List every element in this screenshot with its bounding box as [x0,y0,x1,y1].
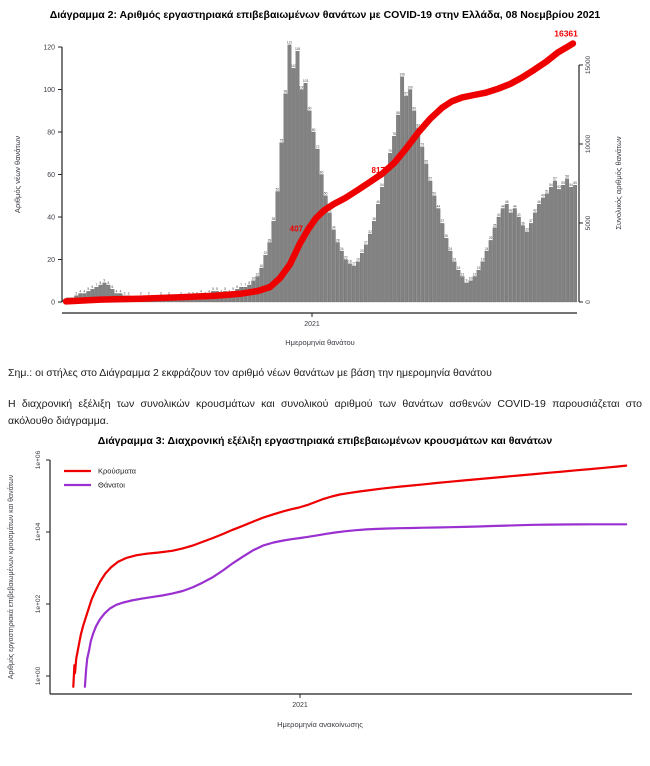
bar [541,198,545,302]
bar [292,68,296,302]
bar [521,226,525,303]
bar-value-label: 57 [428,176,433,181]
bar [388,153,392,302]
bar [396,115,400,302]
bar-value-label: 70 [388,149,392,154]
bar-value-label: 12 [460,272,465,277]
bar [557,189,561,302]
left-tick-label: 100 [43,86,55,94]
x-tick-label: 2021 [292,701,308,709]
y-tick-label: 1e+06 [35,450,42,469]
bar-value-label: 28 [335,238,340,243]
x-axis [62,313,577,347]
bar-value-label: 3 [204,291,206,296]
bar [356,262,360,302]
bar [569,187,573,302]
bar-value-label: 121 [286,40,293,45]
bar-value-label: 54 [380,183,384,188]
bar-value-label: 35 [492,223,497,228]
bar [465,283,469,302]
bar [328,213,332,302]
bar-value-label: 46 [376,200,380,205]
bar-value-label: 78 [392,132,396,137]
bar-value-label: 7 [95,282,98,287]
bar-value-label: 106 [399,72,405,77]
bar [497,217,501,302]
bar-value-label: 29 [488,236,493,241]
bar [453,262,457,302]
bar-value-label: 12 [472,272,477,277]
bar-value-label: 51 [545,189,549,194]
bar [425,164,429,302]
bar [485,251,489,302]
right-tick-label: 0 [585,300,592,304]
bar [561,185,565,302]
bar [320,175,324,303]
bar-value-label: 90 [307,106,312,111]
bar-value-label: 37 [529,219,533,224]
bar [501,209,505,303]
bar [429,181,433,302]
bar-value-label: 4 [115,289,118,294]
chart3-canvas [0,431,650,745]
bar [404,96,408,302]
bar [525,232,529,302]
bar-value-label: 3 [127,291,130,296]
bar-value-label: 38 [271,217,276,222]
bar [400,77,404,302]
x-tick-label: 2021 [304,321,320,328]
left-axis-title: Αριθμός νέων θανάτων [13,135,22,214]
bar [545,194,549,302]
bar [473,277,477,303]
bar [336,243,340,303]
bar-value-label: 40 [496,212,501,217]
bar-value-label: 80 [311,127,316,132]
bar-value-label: 100 [407,85,413,90]
cumulative-annotation: 817 [371,165,385,175]
bar-value-label: 44 [436,204,441,209]
bar-value-label: 42 [508,208,513,213]
bar-value-label: 54 [569,183,573,188]
bar-value-label: 10 [251,276,256,281]
bar-value-label: 7 [244,282,247,287]
bar-value-label: 110 [290,64,297,69]
bar-value-label: 24 [484,246,489,251]
right-tick-label: 15000 [585,55,592,75]
bar-value-label: 19 [480,257,485,262]
bar-value-label: 28 [267,238,272,243]
bar-value-label: 8 [99,280,102,285]
x-axis-title: Ημερομηνία θανάτου [285,338,355,347]
bar [517,217,521,302]
bar-value-label: 3 [75,291,78,296]
bar-value-label: 24 [448,246,453,251]
bar-value-label: 4 [119,289,122,294]
bar-value-label: 42 [533,208,537,213]
bar [553,181,557,302]
bar-value-label: 5 [212,287,214,292]
bar [408,90,412,303]
bar-value-label: 3 [139,291,142,296]
bar-value-label: 118 [294,47,301,52]
bar [332,230,336,302]
bar [489,240,493,302]
bar-value-label: 8 [248,280,251,285]
chart2-title: Διάγραμμα 2: Αριθμός εργαστηριακά επιβεβαιωμένων θανάτων με COVID-19 στην Ελλάδα, 08 Νοεμβρίου 2021 [49,9,601,21]
bar-value-label: 58 [565,174,569,179]
bar-value-label: 33 [525,227,529,232]
bar [469,281,473,302]
bar-value-label: 52 [275,187,280,192]
left-tick-label: 20 [47,256,55,264]
bar [316,149,320,302]
bar-value-label: 49 [541,193,545,198]
right-tick-label: 5000 [585,215,592,231]
bar [348,264,352,302]
bar-value-label: 50 [432,191,437,196]
chart2-canvas [0,21,650,355]
bar-value-label: 46 [504,200,509,205]
bar-value-label: 82 [416,123,421,128]
bar-value-label: 19 [356,257,360,262]
cases-line [73,465,626,686]
bar [416,128,420,302]
y-axis-title: Αριθμός εργαστηριακά επιβεβαιωμένων κρουσμάτων και θανάτων [8,474,15,679]
left-tick-label: 120 [43,44,55,52]
bar-value-label: 38 [372,217,376,222]
bar-value-label: 3 [188,291,190,296]
bar [461,277,465,303]
bar-value-label: 7 [240,282,243,287]
bar [364,245,368,302]
bar [380,187,384,302]
cumulative-annotation: 407 [289,224,304,234]
right-axis-title: Συνολικός αριθμός θανάτων [614,136,623,230]
bar-value-label: 55 [573,180,577,185]
bar [437,209,441,303]
bar [264,255,268,302]
bar-value-label: 23 [360,248,364,253]
bar [529,223,533,302]
bar-value-label: 19 [452,257,457,262]
bar-value-label: 36 [521,221,525,226]
bar-value-label: 18 [348,259,352,264]
legend-item-deaths [64,480,125,489]
bar-value-label: 30 [444,234,449,239]
bar-value-label: 3 [123,291,126,296]
bar-value-label: 4 [208,289,210,294]
left-tick-label: 60 [47,171,55,179]
bar-value-label: 44 [513,204,517,209]
bar-value-label: 54 [549,183,553,188]
bar [565,179,569,302]
bar-value-label: 3 [196,291,198,296]
bar-value-label: 75 [279,138,284,143]
bar [505,204,509,302]
total-deaths-label: 16361 [554,28,578,39]
bar-value-label: 6 [91,285,94,290]
bar-value-label: 15 [476,265,481,270]
bar-value-label: 9 [103,278,106,283]
bar [268,243,272,303]
bar-value-label: 60 [319,170,324,175]
bar-value-label: 27 [364,240,368,245]
bar-value-label: 42 [327,208,332,213]
bar [433,196,437,302]
y-tick-label: 1e+02 [35,594,42,613]
right-axis [579,56,623,304]
bar [272,221,276,302]
left-tick-label: 80 [47,129,55,137]
left-tick-label: 40 [47,214,55,222]
bar [481,262,485,302]
bar-value-label: 34 [331,225,336,230]
bar [368,234,372,302]
bar-value-label: 57 [553,176,557,181]
bar [477,270,481,302]
legend-label: Κρούσματα [98,466,137,476]
bar [308,111,312,302]
bar [457,270,461,302]
bar-value-label: 65 [424,159,429,164]
deaths-line [85,524,626,687]
legend-item-cases [64,466,137,475]
bar-value-label: 4 [200,289,202,294]
bar [537,204,541,302]
bar [420,147,424,302]
bar-value-label: 98 [283,89,288,94]
bar-value-label: 20 [344,255,348,260]
bar [573,185,577,302]
bar [513,209,517,303]
bar-value-label: 3 [179,291,182,296]
bar [340,251,344,302]
bar-value-label: 4 [220,289,222,294]
bar [549,187,553,302]
y-tick-label: 1e+00 [35,666,42,685]
bar-value-label: 5 [87,287,90,292]
bar-value-label: 46 [537,200,541,205]
bar [445,238,449,302]
bar-value-label: 6 [236,285,239,290]
bar-value-label: 100 [298,85,305,90]
bar [260,268,264,302]
bar-value-label: 15 [456,265,461,270]
bar-value-label: 9 [465,278,468,283]
bar [533,213,537,302]
bar [360,253,364,302]
deaths-bar-series [62,41,577,302]
left-axis [13,44,62,306]
bar [384,170,388,302]
bar-value-label: 55 [561,180,565,185]
bar-value-label: 6 [111,285,114,290]
bar-value-label: 53 [557,185,561,190]
bar-value-label: 4 [83,289,86,294]
bar-value-label: 103 [302,78,309,83]
bar-value-label: 32 [368,229,372,234]
bar-value-label: 12 [255,272,260,277]
x-axis-title: Ημερομηνία ανακοίνωσης [277,719,363,729]
bar-value-label: 4 [79,289,82,294]
bar-value-label: 40 [517,212,521,217]
bar [509,213,513,302]
right-tick-label: 10000 [585,134,592,154]
note-text: Σημ.: οι στήλες στο Διάγραμμα 2 εκφράζουν τον αριθμό νέων θανάτων με βάση την ημερομηνία θανάτου [8,367,492,379]
bar [352,266,356,302]
bar [344,260,348,303]
bar-value-label: 73 [420,142,425,147]
chart3-title: Διάγραμμα 3: Διαχρονική εξέλιξη εργαστηριακά επιβεβαιωμένων κρουσμάτων και θανάτων [97,434,553,447]
bar-value-label: 3 [159,291,162,296]
bar [300,90,304,303]
bar-value-label: 17 [352,261,356,266]
bar-value-label: 10 [468,276,473,281]
bar [449,251,453,302]
bar-value-label: 16 [259,263,264,268]
y-tick-label: 1e+04 [35,522,42,541]
legend-label: Θάνατοι [98,480,125,490]
bar-value-label: 8 [107,280,110,285]
bar-value-label: 44 [500,204,505,209]
bar [493,228,497,302]
bar-value-label: 90 [412,106,416,111]
bar-value-label: 50 [323,191,328,196]
bar [372,221,376,302]
bar-value-label: 22 [263,251,268,256]
bar-value-label: 88 [396,110,400,115]
bar-value-label: 72 [315,144,320,149]
bar [304,83,308,302]
bar-value-label: 5 [216,287,218,292]
y-axis [7,450,50,694]
body-paragraph: Η διαχρονική εξέλιξη των συνολικών κρουσμάτων και συνολικού αριθμού των θανάτων ασθενών COVID-19 παρουσιάζεται στο ακόλουθο διάγραμμα. [8,398,642,428]
bar [441,223,445,302]
bar-value-label: 4 [228,289,231,294]
legend [64,466,137,489]
bar-value-label: 37 [440,219,445,224]
bar [376,204,380,302]
bar-value-label: 3 [147,291,150,296]
bar-value-label: 3 [192,291,194,296]
bar-value-label: 24 [340,246,344,251]
x-axis [50,694,632,729]
bar-value-label: 5 [232,287,235,292]
left-tick-label: 0 [51,299,55,307]
bar-value-label: 5 [224,287,226,292]
bar-value-label: 97 [404,91,408,96]
bar-value-label: 3 [167,291,170,296]
bar-value-label: 62 [384,166,388,171]
